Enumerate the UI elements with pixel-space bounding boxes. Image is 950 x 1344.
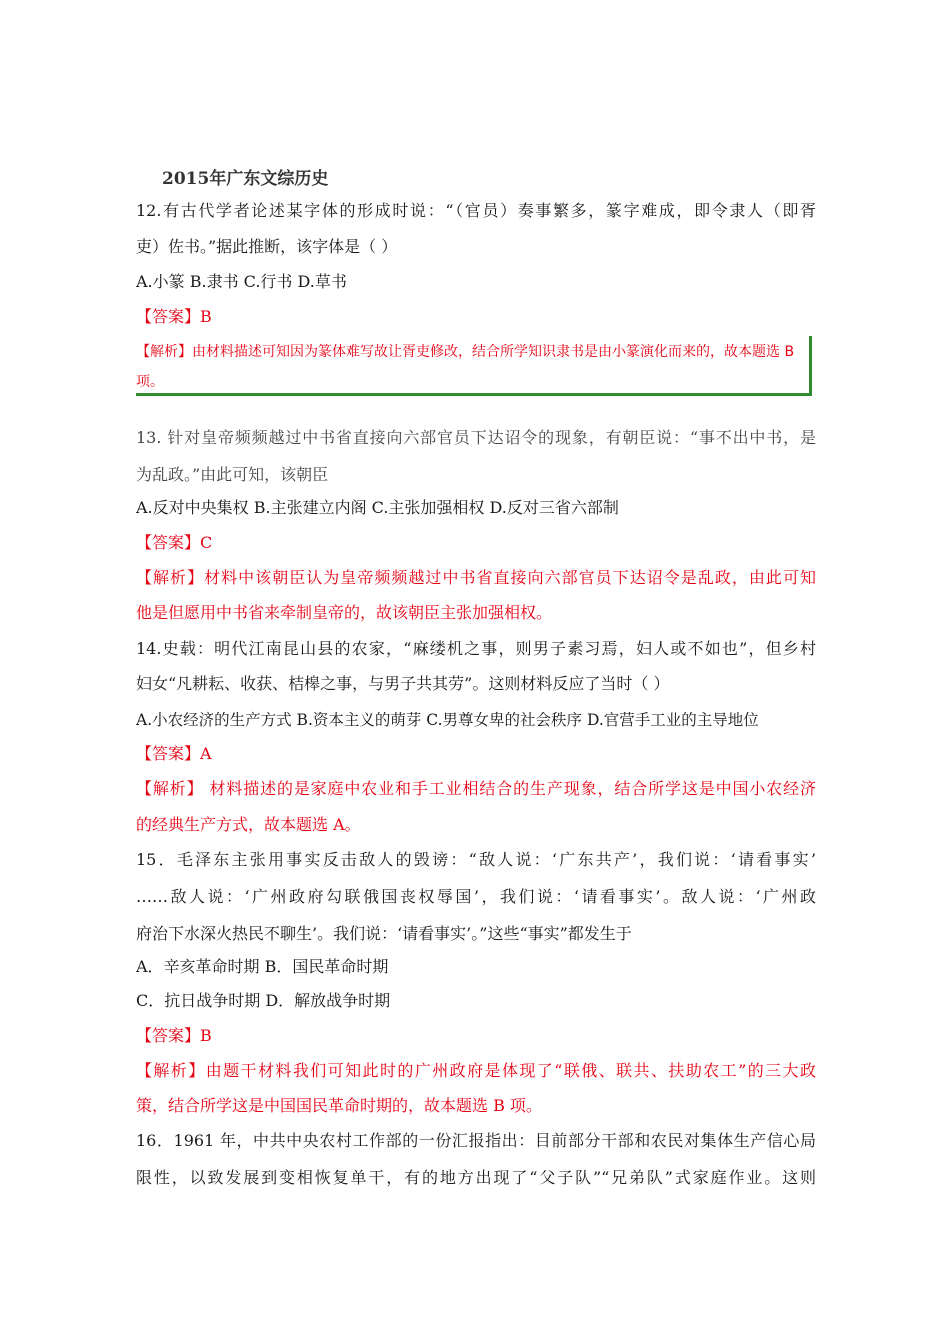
q12-stem-line2: 吏）佐书。”据此推断，该字体是（ ） (136, 237, 398, 256)
q13-analysis-line2: 他是但愿用中书省来牵制皇帝的，故该朝臣主张加强相权。 (136, 603, 553, 622)
q14-answer: 【答案】A (136, 744, 212, 763)
q12-analysis-line2: 项。 (136, 374, 164, 390)
q15-analysis-line1: 【解析】由题干材料我们可知此时的广州政府是体现了“联俄、联共、扶助农工”的三大政 (136, 1061, 816, 1080)
q13-stem-line2: 为乱政。”由此可知，该朝臣 (136, 465, 329, 484)
q12-stem-line1: 12.有古代学者论述某字体的形成时说：“（官员）奏事繁多，篆字难成，即令隶人（即胥 (136, 201, 816, 220)
q13-answer: 【答案】C (136, 533, 213, 552)
q15-options-ab: A．辛亥革命时期 B．国民革命时期 (136, 957, 389, 976)
q14-analysis-line2: 的经典生产方式，故本题选 A。 (136, 815, 361, 834)
q12-answer: 【答案】B (136, 307, 212, 326)
q15-options-cd: C．抗日战争时期 D．解放战争时期 (136, 991, 391, 1010)
q14-stem-line1: 14.史载：明代江南昆山县的农家，“麻缕机之事，则男子素习焉，妇人或不如也”，但乡村 (136, 639, 816, 658)
q15-answer: 【答案】B (136, 1026, 212, 1045)
q15-stem-line3: 府治下水深火热民不聊生’。我们说：‘请看事实’。”这些“事实”都发生于 (136, 924, 632, 943)
q16-stem-line2: 限性，以致发展到变相恢复单干，有的地方出现了“父子队”“兄弟队”式家庭作业。这则 (136, 1168, 816, 1187)
q14-stem-line2: 妇女“凡耕耘、收获、桔槔之事，与男子共其劳”。这则材料反应了当时（ ） (136, 674, 670, 693)
q13-stem-line1: 13. 针对皇帝频频越过中书省直接向六部官员下达诏令的现象，有朝臣说：“事不出中书，是 (136, 428, 816, 447)
q15-stem-line2: ……敌人说：‘广州政府勾联俄国丧权辱国’，我们说：‘请看事实’。敌人说：‘广州政 (136, 887, 816, 906)
q12-analysis-line1: 【解析】由材料描述可知因为篆体难写故让胥吏修改，结合所学知识隶书是由小篆演化而来的，故本题选 B (136, 344, 795, 360)
q13-options: A.反对中央集权 B.主张建立内阁 C.主张加强相权 D.反对三省六部制 (136, 498, 619, 517)
q15-stem-line1: 15．毛泽东主张用事实反击敌人的毁谤：“敌人说：‘广东共产’，我们说：‘请看事实’ (136, 850, 816, 869)
q16-stem-line1: 16．1961 年，中共中央农村工作部的一份汇报指出：目前部分干部和农民对集体生产信心局 (136, 1131, 816, 1150)
q14-options: A.小农经济的生产方式 B.资本主义的萌芽 C.男尊女卑的社会秩序 D.官营手工业的主导地位 (136, 711, 759, 729)
q13-analysis-line1: 【解析】材料中该朝臣认为皇帝频频越过中书省直接向六部官员下达诏令是乱政，由此可知 (136, 568, 816, 587)
q14-analysis-line1: 【解析】 材料描述的是家庭中农业和手工业相结合的生产现象，结合所学这是中国小农经济 (136, 779, 816, 798)
q12-options: A.小篆 B.隶书 C.行书 D.草书 (136, 272, 347, 291)
document-title: 2015年广东文综历史 (162, 169, 329, 189)
q15-analysis-line2: 策，结合所学这是中国国民革命时期的，故本题选 B 项。 (136, 1096, 542, 1115)
